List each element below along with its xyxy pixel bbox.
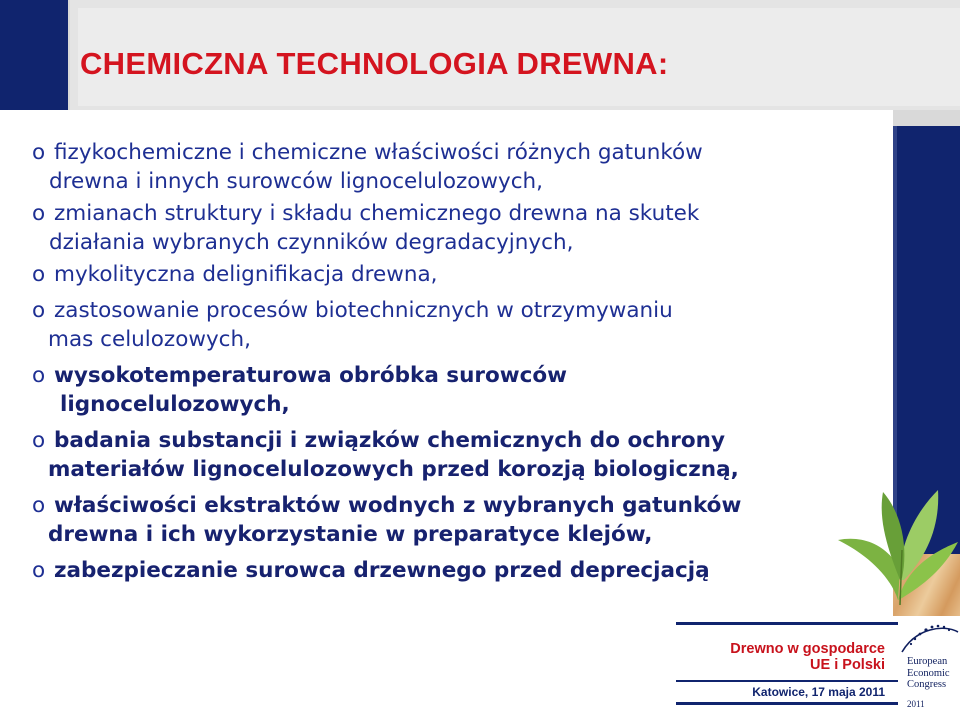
bullet-item-2 xyxy=(32,199,882,257)
bullet-marker: o xyxy=(32,298,46,323)
footer-rule-top xyxy=(676,622,898,625)
bullet-line: materiałów lignocelulozowych przed korozją biologiczną, xyxy=(48,457,739,482)
title-band-divider xyxy=(68,0,70,110)
bullet-item-1 xyxy=(32,138,882,196)
bullet-line: wysokotemperaturowa obróbka surowców xyxy=(54,363,568,388)
top-left-navy-block xyxy=(0,0,70,110)
bullet-item-7 xyxy=(32,491,882,549)
logo-text xyxy=(907,656,950,691)
bullet-marker: o xyxy=(32,363,46,388)
bullet-line: drewna i innych surowców lignocelulozowych, xyxy=(49,169,544,194)
logo-line-1: European xyxy=(907,656,948,667)
bullet-marker: o xyxy=(32,493,46,518)
bullet-line: lignocelulozowych, xyxy=(60,392,290,417)
bullet-line: mas celulozowych, xyxy=(48,327,251,352)
bullet-line: działania wybranych czynników degradacyjnych, xyxy=(49,230,574,255)
bullet-marker: o xyxy=(32,201,46,226)
bullet-item-8 xyxy=(32,556,882,585)
bullet-item-4 xyxy=(32,296,882,354)
bullet-marker: o xyxy=(32,140,46,165)
bullet-item-3 xyxy=(32,260,882,289)
bullet-item-5 xyxy=(32,361,882,419)
bullet-line: właściwości ekstraktów wodnych z wybranych gatunków xyxy=(54,493,742,518)
logo-line-2: Economic xyxy=(907,667,950,679)
footer-event-subtitle: UE i Polski xyxy=(810,657,885,673)
bullet-line: zastosowanie procesów biotechnicznych w otrzymywaniu xyxy=(54,298,673,323)
bullet-item-6 xyxy=(32,426,882,484)
bullet-line: mykolityczna delignifikacja drewna, xyxy=(54,262,438,287)
footer-rule-middle xyxy=(676,680,898,682)
footer-date: Katowice, 17 maja 2011 xyxy=(752,685,885,699)
footer-rule-bottom xyxy=(676,702,898,705)
bullet-line: drewna i ich wykorzystanie w preparatyce klejów, xyxy=(48,522,653,547)
bullet-marker: o xyxy=(32,428,46,453)
slide-title: CHEMICZNA TECHNOLOGIA DREWNA: xyxy=(80,46,669,81)
logo-line-3: Congress xyxy=(907,679,947,690)
bullet-line: zmianach struktury i składu chemicznego drewna na skutek xyxy=(54,201,700,226)
bullet-list xyxy=(32,138,882,585)
bullet-marker: o xyxy=(32,558,46,583)
bullet-line: fizykochemiczne i chemiczne właściwości różnych gatunków xyxy=(54,140,703,165)
bullet-line: badania substancji i związków chemicznych do ochrony xyxy=(54,428,725,453)
footer-event-title: Drewno w gospodarce xyxy=(730,641,885,657)
bullet-line: zabezpieczanie surowca drzewnego przed deprecjacją xyxy=(54,558,710,583)
logo-year: 2011 xyxy=(907,699,925,709)
bullet-marker: o xyxy=(32,262,46,287)
